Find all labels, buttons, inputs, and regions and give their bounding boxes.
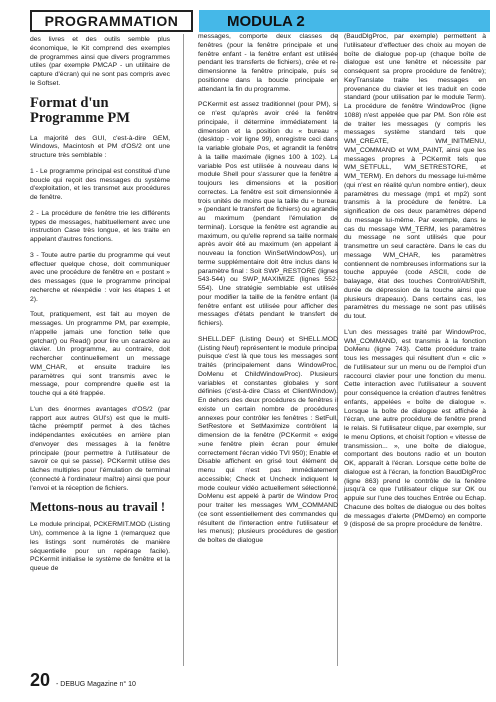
- paragraph: 2 - La procédure de fenêtre trie les différents types de messages, habituellement avec une instruction Case très longue, et les traite en appelant d'autres fonctions.: [30, 209, 170, 243]
- text-column-2: [198, 33, 338, 553]
- article-title: MODULA 2: [199, 10, 490, 32]
- paragraph: L'un des énormes avantages d'OS/2 (par rapport aux autres GUI's) est que le multi-tâche préemptif permet à des tâches indépendantes exécutées en arrière plan d'envoyer des messages à la fenêtre principale (pour permettre à l'utilisateur de savoir ce qui se passe). PCKermit utilise des tâches multiples pour l'émulation de terminal (connecté à l'ordinateur maître) ainsi que pour l'envoi et la réception de fichiers.: [30, 405, 170, 492]
- paragraph: 3 - Toute autre partie du programme qui veut effectuer quelque chose, doit communiquer avec une procédure de fenêtre en « postant » des messages (que le programme principal recherche et réexpédie : voir les étapes 1 et 2).: [30, 251, 170, 303]
- column-divider: [183, 34, 184, 666]
- paragraph: (BaudDlgProc, par exemple) permettent à l'utilisateur d'effectuer des choix au moyen de boîte de dialogue pop-up (chaque boîte de dialogue est une fenêtre et nécessite par conséquent sa propre procédure de fenêtre); KeyTranslate traite les messages en provenance du clavier et les traduit en code standard (pour utilisation par le module Term). La procédure de fenêtre WindowProc (ligne 1088) n'est appelée que par PM. Son rôle est de traiter les messages (y compris les messages système standard tels que WM_CREATE, WM_INITMENU, WM_COMMAND et WM_PAINT, ainsi que les messages propres à PCKermit tels que WM_SETFULL, WM_SETRESTORE, et WM_TERM). En dehors du message lui-même (qui n'est en réalité qu'un nombre entier), deux paramètres du message (mp1 et mp2) sont transmis à la procédure de fenêtre. La signification de ces deux paramètres dépend du message lui-même. Par exemple, dans le cas du message WM_TERM, les paramètres du message ne sont utilisés que pour transmettre un seul caractère. Dans le cas du message WM_CHAR, les paramètres contiennent de nombreuses informations sur la touche appuyée (code ASCII, code de balayage, état des touches Control/Alt/Shift, durée de dépression de la touche ainsi que plusieurs drapeaux). Dans certains cas, les paramètres du message ne sont pas utilisés du tout.: [344, 33, 486, 320]
- text-column-1: [30, 36, 170, 581]
- magazine-name: - DEBUG Magazine n° 10: [56, 681, 136, 688]
- section-heading: Format d'un Programme PM: [30, 94, 130, 126]
- paragraph: La majorité des GUI, c'est-à-dire GEM, Windows, Macintosh et PM d'OS/2 ont une structure très semblable :: [30, 134, 170, 159]
- paragraph: L'un des messages traité par WindowProc, WM_COMMAND, est transmis à la fonction DoMenu (ligne 743). Cette procédure traite tous les messages qui résultent d'un « clic » de l'utilisateur sur un menu ou de l'emploi d'un raccourci clavier pour une fonction du menu. Cette interaction avec l'utilisateur a souvent pour conséquence la création d'autres fenêtres enfants, appelées « boîte de dialogue ». Lorsque la boîte de dialogue est affichée à l'écran, une autre procédure de fenêtre prend le relais. Si l'utilisateur clique, par exemple, sur le menu Options, et choisit l'option « vitesse de transmission... », une boîte de dialogue, comportant des boutons radio et un bouton OK, apparaît à l'écran. Lorsque cette boîte de dialogue est à l'écran, la fonction BaudDlgProc (ligne 863) prend le contrôle de la fenêtre jusqu'à ce que l'utilisateur clique sur OK ou appuie sur l'une des touches Entrée ou Echap. Chacune des boîtes de dialogue ou des boîtes de messages d'alerte (PMDemo) en comporte 9 (disposé de sa propre procédure de fenêtre.: [344, 328, 486, 529]
- paragraph: Le module principal, PCKERMIT.MOD (Listing Un), commence à la ligne 1 (remarquez que les listings sont numérotés de manière séquentielle pour un repérage facile). PCKermit initialise le système de fenêtre et la queue de: [30, 521, 170, 572]
- page-footer: [30, 670, 136, 691]
- paragraph: 1 - Le programme principal est constitué d'une boucle qui reçoit des messages du système d'exploitation, et les transmet aux procédures de fenêtre.: [30, 167, 170, 201]
- text-column-3: [344, 33, 486, 537]
- paragraph: SHELL.DEF (Listing Deux) et SHELL.MOD (Listing Neuf) représentent le module principal puisque c'est là que tous les messages sont traités (principalement dans WindowProc, DoMenu et ChildWindowProc). Plusieurs variables et constantes globales y sont définies (c'est-à-dire Class et ClientWindow). En dehors des deux procédures de fenêtres il existe un certain nombre de procédures annexes pour contrôler les fenêtres : SetFull, SetRestore et SetMaximize contrôlent la dimension de la fenêtre (PCKermit « exige »une fenêtre plein écran pour émuler correctement l'écran vidéo TVI 950); Enable et Disable affichent en grisé tout élément de menu qui n'est pas immédiatement accessible; Check et Uncheck indiquent le mode couleur vidéo actuellement sélectionné. DoMenu est appelé à partir de Window Proc pour traiter les messages WM_COMMAND (ce sont essentiellement des commandes qui résultent de l'interaction entre l'utilisateur et les menus); plusieurs procédures de gestion de boîtes de dialogue: [198, 335, 338, 544]
- section-header: PROGRAMMATION: [30, 10, 193, 32]
- section-heading: Mettons-nous au travail !: [30, 500, 166, 515]
- paragraph: messages, comporte deux classes de fenêtres (pour la fenêtre principale et une fenêtre enfant - la fenêtre enfant est utilisée pendant les transferts de fichiers), crée et re-dimensionne la fenêtre principale, puis se positionne dans la boucle principale en attendant la fin du programme.: [198, 33, 338, 93]
- paragraph: Tout, pratiquement, est fait au moyen de messages. Un programme PM, par exemple, n'appelle jamais une fonction telle que getchar() ou Read() pour lire un caractère au clavier. Un programme, au contraire, doit rechercher continuellement un message WM_CHAR, et ensuite traduire les paramètres qui sont transmis avec le message, pour comprendre quelle est la touche qui a été frappée.: [30, 311, 170, 397]
- page-number: 20: [30, 670, 51, 690]
- paragraph: des livres et des outils semble plus économique, le Kit comprend des exemples de programmes ainsi que divers programmes utiles (par exemple PMCAP - un utilitaire de capture d'écran) qui ne sont pas compris avec le Softset.: [30, 36, 170, 87]
- paragraph: PCKermit est assez traditionnel (pour PM), si ce n'est qu'après avoir créé la fenêtre principale, il détermine immédiatement la dimension et la position du « bureau » (desktop - voir ligne 99), enregistre ceci dans la variable globale Pos, et agrandit la fenêtre à la taille maximale (lignes 100 à 102). La variable Pos est utilisée à nouveau dans le module Shell pour s'assurer que la fenêtre a toujours les dimensions et la position correctes. La fenêtre est soit dimensionnée à trois unités de moins que la taille du « bureau » (pendant le transfert de fichiers) ou agrandie au maximum (pendant l'émulation de terminal). Lorsque la fenêtre est agrandie au maximum, ou qu'elle reprend sa taille normale après avoir été au maximum (en appelant à nouveau la fonction WinSetWindowPos), un terme supplémentaire doit être inclus dans le paramètre final : Soit SWP_RESTORE (lignes 543-544) ou SWP_MAXIMIZE (lignes 552-554). Une stratégie semblable est utilisée pour modifier la taille de la fenêtre enfant (la fenêtre enfant est utilisée pour afficher des messages d'états pendant le transfert de fichiers).: [198, 101, 338, 327]
